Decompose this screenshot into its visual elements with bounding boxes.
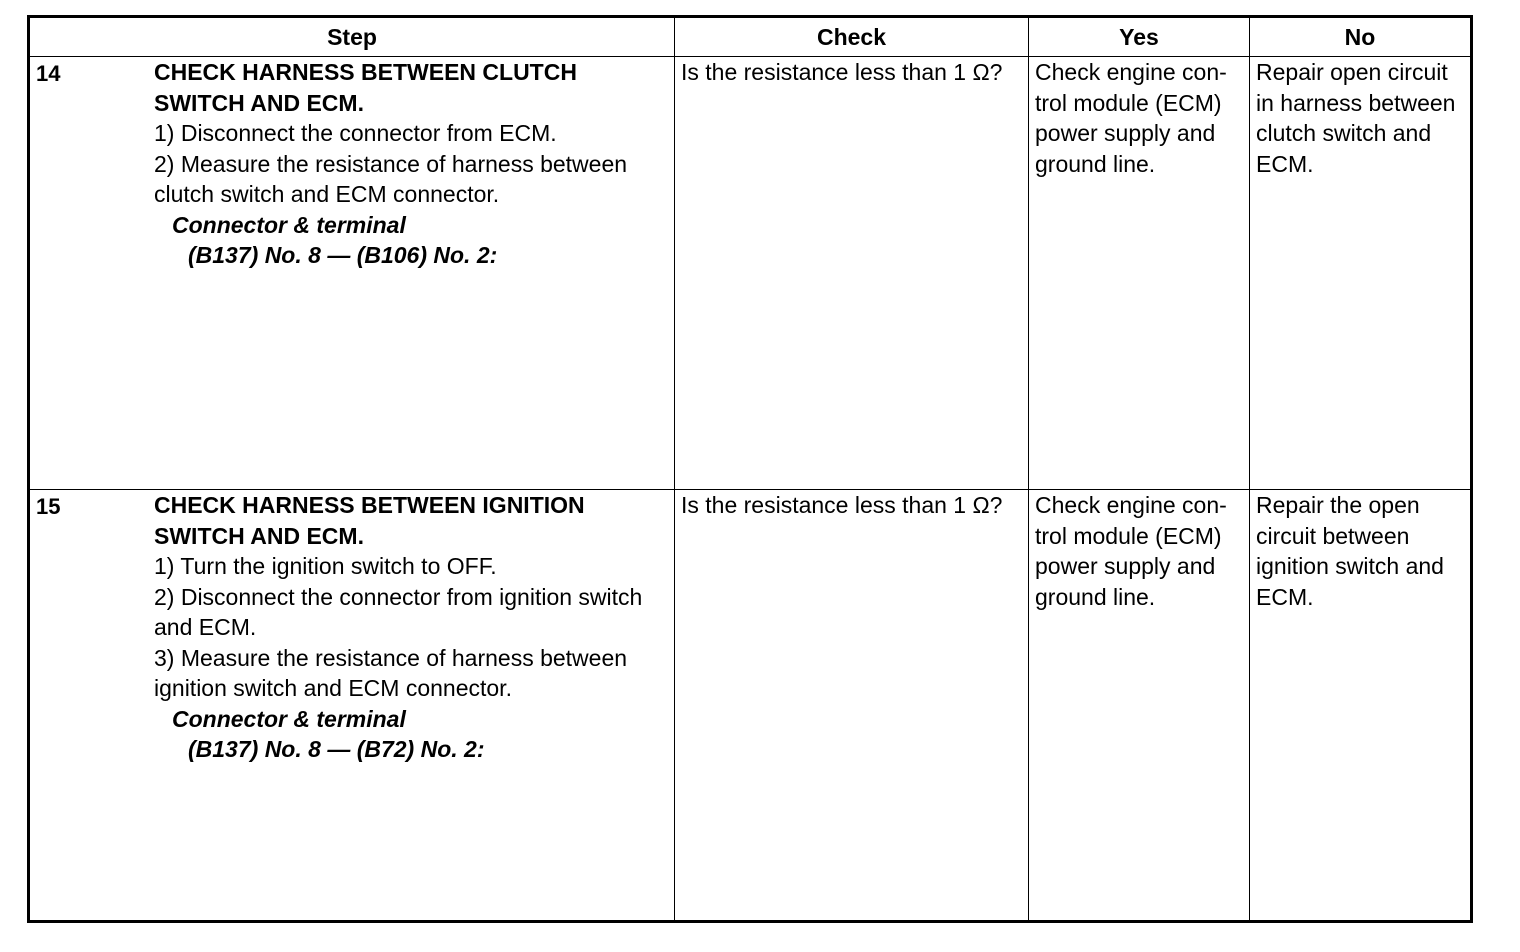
step-body (154, 490, 674, 765)
step-number: 15 (36, 494, 61, 519)
instruction: 3) Measure the resistance of harness between ignition switch and ECM connector. (154, 644, 628, 701)
header-row (29, 17, 1472, 57)
check-text: Is the resistance less than 1 Ω? (681, 59, 1003, 85)
no-cell (1250, 490, 1472, 922)
no-cell (1250, 57, 1472, 490)
diagnostic-table (27, 15, 1473, 923)
connector-value: (B137) No. 8 — (B72) No. 2: (188, 736, 485, 762)
check-cell (675, 490, 1029, 922)
yes-cell (1029, 490, 1250, 922)
table-row (29, 490, 1472, 922)
connector-label: Connector & terminal (172, 705, 406, 732)
check-text: Is the resistance less than 1 Ω? (681, 492, 1003, 518)
step-body (154, 57, 674, 271)
yes-text: Check engine con-trol module (ECM) power supply and ground line. (1035, 492, 1227, 610)
yes-text: Check engine con-trol module (ECM) power supply and ground line. (1035, 59, 1227, 177)
no-text: Repair open circuit in harness between clutch switch and ECM. (1256, 59, 1456, 177)
step-title: CHECK HARNESS BETWEEN IGNITION SWITCH AND ECM. (154, 492, 585, 549)
instruction: 2) Measure the resistance of harness between clutch switch and ECM connector. (154, 150, 628, 207)
instruction: 1) Disconnect the connector from ECM. (154, 120, 557, 146)
instruction: 1) Turn the ignition switch to OFF. (154, 553, 497, 579)
header-no: No (1250, 17, 1472, 57)
connector-value: (B137) No. 8 — (B106) No. 2: (188, 242, 498, 268)
header-check: Check (675, 17, 1029, 57)
yes-cell (1029, 57, 1250, 490)
check-cell (675, 57, 1029, 490)
step-title: CHECK HARNESS BETWEEN CLUTCH SWITCH AND ECM. (154, 59, 577, 116)
instruction: 2) Disconnect the connector from ignition switch and ECM. (154, 583, 643, 640)
header-step: Step (29, 17, 675, 57)
table-row (29, 57, 1472, 490)
step-number: 14 (36, 61, 61, 86)
connector-label: Connector & terminal (172, 211, 406, 238)
no-text: Repair the open circuit between ignition switch and ECM. (1256, 492, 1444, 610)
header-yes: Yes (1029, 17, 1250, 57)
step-cell (29, 57, 675, 490)
step-cell (29, 490, 675, 922)
